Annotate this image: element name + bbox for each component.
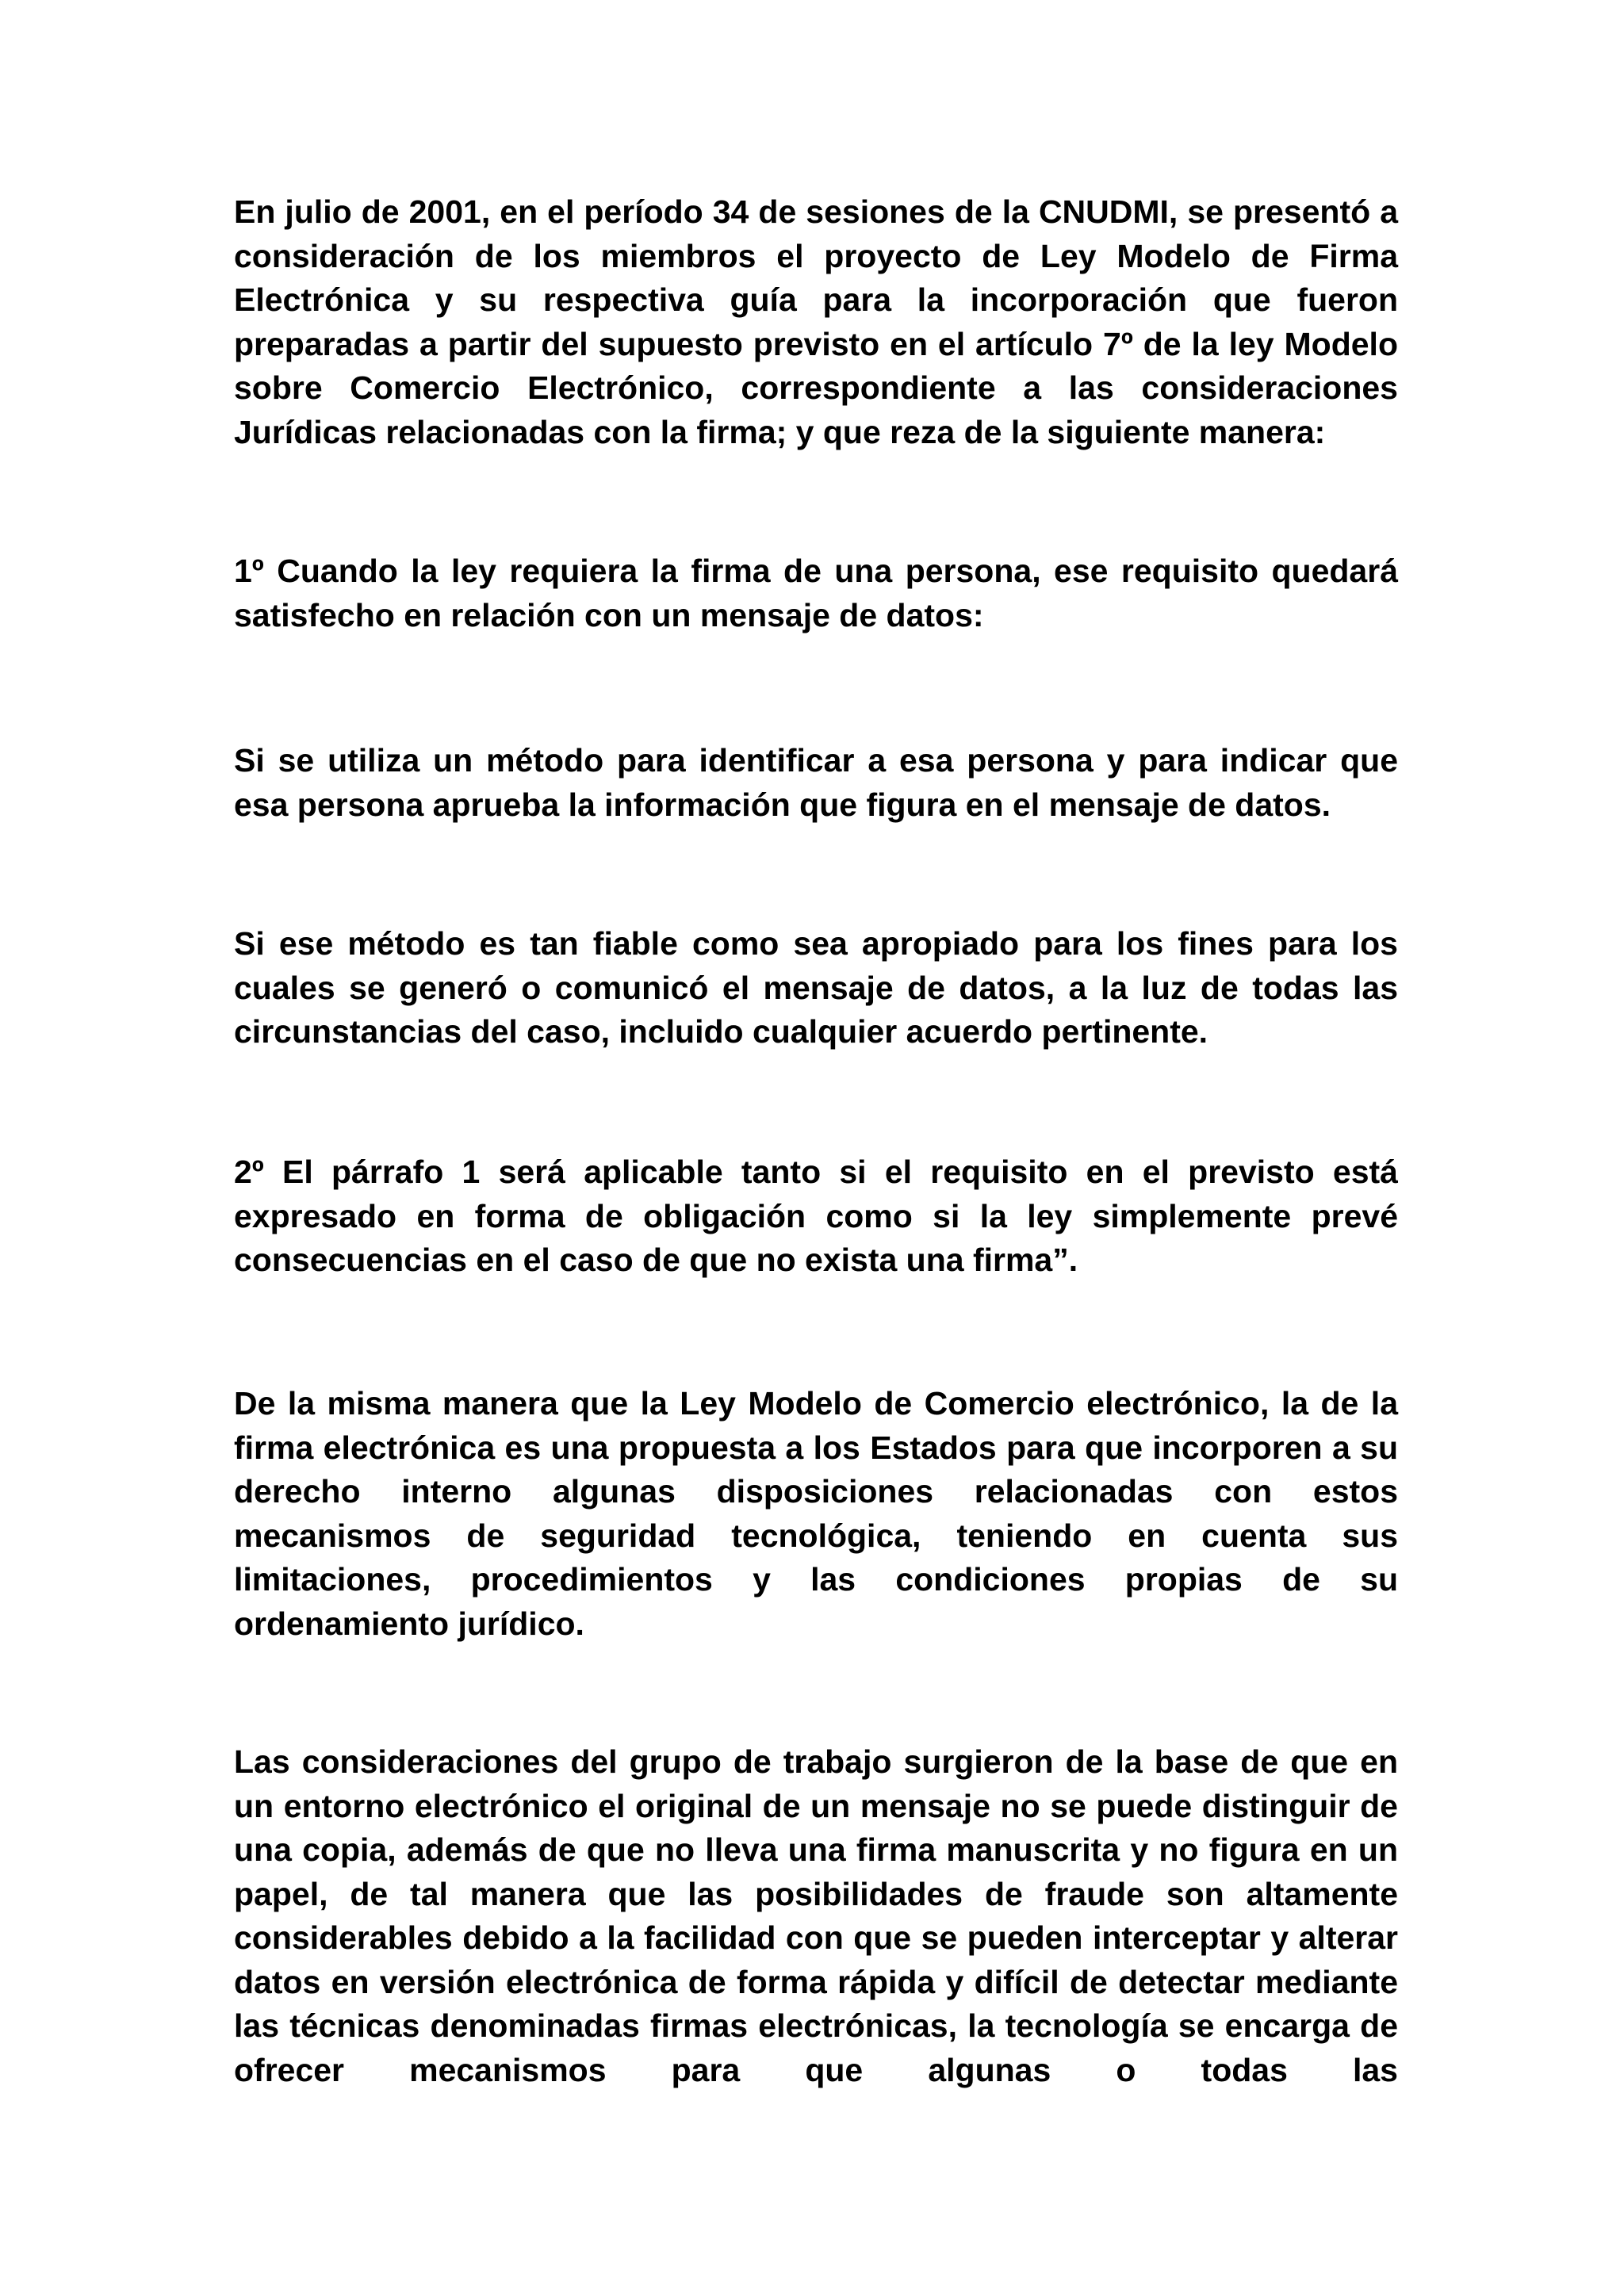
paragraph-article-7-1: 1º Cuando la ley requiera la firma de una persona, ese requisito quedará satisfecho en relación con un mensaje de datos: [234, 553, 1398, 633]
paragraph-article-7-2: 2º El párrafo 1 será aplicable tanto si el requisito en el previsto está expresado en forma de obligación como si la ley simplemente prevé consecuencias en el caso de que no exista una firma”. [234, 1154, 1398, 1278]
paragraph-method-identify: Si se utiliza un método para identificar a esa persona y para indicar que esa persona aprueba la información que figura en el mensaje de datos. [234, 742, 1398, 823]
paragraph-model-law-proposal: De la misma manera que la Ley Modelo de Comercio electrónico, la de la firma electrónica es una propuesta a los Estados para que incorporen a su derecho interno algunas disposiciones relacionadas con estos mecanismos de seguridad tecnológica, teniendo en cuenta sus limitaciones, procedimientos y las condiciones propias de su ordenamiento jurídico. [234, 1385, 1398, 1642]
paragraph-method-reliable: Si ese método es tan fiable como sea apropiado para los fines para los cuales se generó o comunicó el mensaje de datos, a la luz de todas las circunstancias del caso, incluido cualquier acuerdo pertinente. [234, 925, 1398, 1050]
paragraph-cnudmi-intro: En julio de 2001, en el período 34 de sesiones de la CNUDMI, se presentó a consideración de los miembros el proyecto de Ley Modelo de Firma Electrónica y su respectiva guía para la incorporación que fueron preparadas a partir del supuesto previsto en el artículo 7º de la ley Modelo sobre Comercio Electrónico, correspondiente a las consideraciones Jurídicas relacionadas con la firma; y que reza de la siguiente manera: [234, 193, 1398, 450]
paragraph-working-group-considerations: Las consideraciones del grupo de trabajo surgieron de la base de que en un entorno electrónico el original de un mensaje no se puede distinguir de una copia, además de que no lleva una firma manuscrita y no figura en un papel, de tal manera que las posibilidades de fraude son altamente considerables debido a la facilidad con que se pueden interceptar y alterar datos en versión electrónica de forma rápida y difícil de detectar mediante las técnicas denominadas firmas electrónicas, la tecnología se encarga de ofrecer mecanismos para que algunas o todas las [234, 1743, 1398, 2088]
